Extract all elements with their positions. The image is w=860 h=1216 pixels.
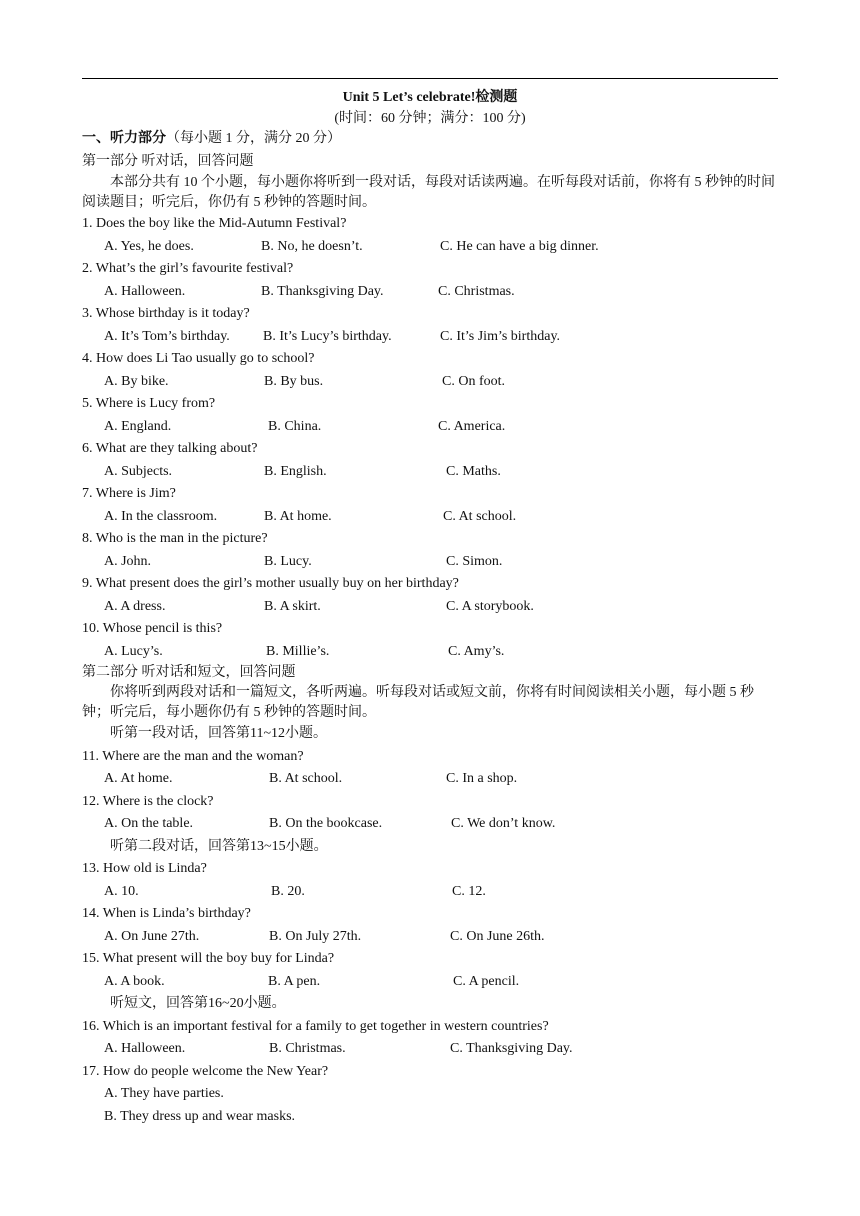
question-3-option-a: A. It’s Tom’s birthday. <box>104 328 230 344</box>
question-4-option-c: C. On foot. <box>442 373 505 389</box>
question-15-option-c: C. A pencil. <box>453 973 520 989</box>
question-9-option-b: B. A skirt. <box>264 598 321 614</box>
part1-title: 第一部分 听对话，回答问题 <box>82 153 254 169</box>
question-10: 10. Whose pencil is this? <box>82 621 223 636</box>
question-7: 7. Where is Jim? <box>82 486 176 501</box>
question-6-option-c: C. Maths. <box>446 463 501 479</box>
question-6-options <box>82 461 778 484</box>
question-10-option-c: C. Amy’s. <box>448 643 505 659</box>
question-8: 8. Who is the man in the picture? <box>82 531 268 546</box>
question-11-option-a: A. At home. <box>104 771 173 786</box>
question-16-option-a: A. Halloween. <box>104 1041 186 1056</box>
question-16-option-c: C. Thanksgiving Day. <box>450 1041 573 1056</box>
question-1: 1. Does the boy like the Mid-Autumn Festival? <box>82 216 347 231</box>
question-7-options <box>82 506 778 529</box>
document-body <box>82 128 778 1128</box>
question-4: 4. How does Li Tao usually go to school? <box>82 351 315 366</box>
section-heading-title: 一、听力部分 <box>82 131 166 146</box>
question-11-option-c: C. In a shop. <box>446 771 518 786</box>
passage-note: 听短文，回答第16~20小题。 <box>110 996 286 1011</box>
page-subtitle: (时间：60 分钟；满分：100 分) <box>334 111 526 126</box>
question-9-options <box>82 596 778 619</box>
question-17-option-b: B. They dress up and wear masks. <box>104 1108 296 1124</box>
question-12-option-c: C. We don’t know. <box>451 816 556 831</box>
question-16: 16. Which is an important festival for a family to get together in western countries? <box>82 1018 549 1034</box>
header-rule <box>82 78 778 79</box>
question-5: 5. Where is Lucy from? <box>82 396 216 411</box>
question-9-option-a: A. A dress. <box>104 598 166 614</box>
question-14-option-c: C. On June 26th. <box>450 928 545 944</box>
question-7-option-c: C. At school. <box>443 508 517 524</box>
question-1-option-a: A. Yes, he does. <box>104 238 194 254</box>
question-16-options <box>82 1038 778 1061</box>
question-1-options <box>82 236 778 259</box>
question-8-option-c: C. Simon. <box>446 553 503 569</box>
question-13: 13. How old is Linda? <box>82 861 207 876</box>
question-17-option-a: A. They have parties. <box>104 1086 224 1101</box>
question-13-options <box>82 881 778 904</box>
question-7-option-a: A. In the classroom. <box>104 508 218 524</box>
question-17: 17. How do people welcome the New Year? <box>82 1063 329 1079</box>
question-2-options <box>82 281 778 304</box>
question-4-option-b: B. By bus. <box>264 373 324 389</box>
part2-title: 第二部分 听对话和短文，回答问题 <box>82 665 296 680</box>
question-10-options <box>82 641 778 664</box>
question-10-option-b: B. Millie’s. <box>266 643 330 659</box>
question-9-option-c: C. A storybook. <box>446 598 534 614</box>
question-13-option-a: A. 10. <box>104 883 139 899</box>
question-16-option-b: B. Christmas. <box>269 1041 346 1056</box>
question-5-options <box>82 416 778 439</box>
dialog1-note: 听第一段对话，回答第11~12小题。 <box>110 726 328 741</box>
question-14-options <box>82 926 778 949</box>
question-5-option-a: A. England. <box>104 418 172 434</box>
question-3-option-c: C. It’s Jim’s birthday. <box>440 328 561 344</box>
question-block-dialog2 <box>82 858 778 993</box>
question-11-option-b: B. At school. <box>269 771 343 786</box>
question-1-option-b: B. No, he doesn’t. <box>261 238 363 254</box>
question-1-option-c: C. He can have a big dinner. <box>440 238 599 254</box>
question-8-option-a: A. John. <box>104 553 152 569</box>
page-title: Unit 5 Let’s celebrate!检测题 <box>342 90 518 105</box>
question-13-option-c: C. 12. <box>452 883 486 899</box>
question-8-option-b: B. Lucy. <box>264 553 312 569</box>
question-11: 11. Where are the man and the woman? <box>82 748 304 764</box>
section-heading-note: （每小题 1 分，满分 20 分） <box>166 131 341 146</box>
question-15-option-a: A. A book. <box>104 973 165 989</box>
question-15-options <box>82 971 778 994</box>
question-11-options <box>82 768 778 791</box>
question-2: 2. What’s the girl’s favourite festival? <box>82 261 294 276</box>
question-block-part1 <box>82 213 778 663</box>
question-4-option-a: A. By bike. <box>104 373 169 389</box>
question-12: 12. Where is the clock? <box>82 793 214 809</box>
question-10-option-a: A. Lucy’s. <box>104 643 163 659</box>
question-6: 6. What are they talking about? <box>82 441 258 456</box>
dialog2-note: 听第二段对话，回答第13~15小题。 <box>110 838 328 854</box>
part2-instructions: 你将听到两段对话和一篇短文，各听两遍。听每段对话或短文前，你将有时间阅读相关小题，每小题 5 秒钟；听完后，每小题你仍有 5 秒钟的答题时间。 <box>82 685 754 720</box>
question-4-options <box>82 371 778 394</box>
question-14: 14. When is Linda’s birthday? <box>82 906 251 921</box>
question-12-option-a: A. On the table. <box>104 816 194 831</box>
question-2-option-a: A. Halloween. <box>104 283 186 299</box>
question-6-option-a: A. Subjects. <box>104 463 173 479</box>
question-6-option-b: B. English. <box>264 463 327 479</box>
question-9: 9. What present does the girl’s mother usually buy on her birthday? <box>82 576 459 591</box>
question-block-passage <box>82 1016 778 1061</box>
question-2-option-b: B. Thanksgiving Day. <box>261 283 384 299</box>
question-3-options <box>82 326 778 349</box>
question-8-options <box>82 551 778 574</box>
question-15-option-b: B. A pen. <box>268 973 321 989</box>
question-5-option-c: C. America. <box>438 418 506 434</box>
question-3-option-b: B. It’s Lucy’s birthday. <box>263 328 392 344</box>
question-14-option-b: B. On July 27th. <box>269 928 362 944</box>
question-5-option-b: B. China. <box>268 418 322 434</box>
question-15: 15. What present will the boy buy for Linda? <box>82 951 335 966</box>
question-7-option-b: B. At home. <box>264 508 332 524</box>
question-12-options <box>82 813 778 836</box>
question-2-option-c: C. Christmas. <box>438 283 515 299</box>
question-12-option-b: B. On the bookcase. <box>269 816 383 831</box>
question-13-option-b: B. 20. <box>271 883 305 899</box>
question-14-option-a: A. On June 27th. <box>104 928 200 944</box>
question-3: 3. Whose birthday is it today? <box>82 306 250 321</box>
question-block-dialog1 <box>82 746 778 836</box>
part1-instructions: 本部分共有 10 个小题，每小题你将听到一段对话，每段对话读两遍。在听每段对话前，你将有 5 秒钟的时间阅读题目；听完后，你仍有 5 秒钟的答题时间。 <box>82 175 775 210</box>
section-heading <box>82 128 778 151</box>
